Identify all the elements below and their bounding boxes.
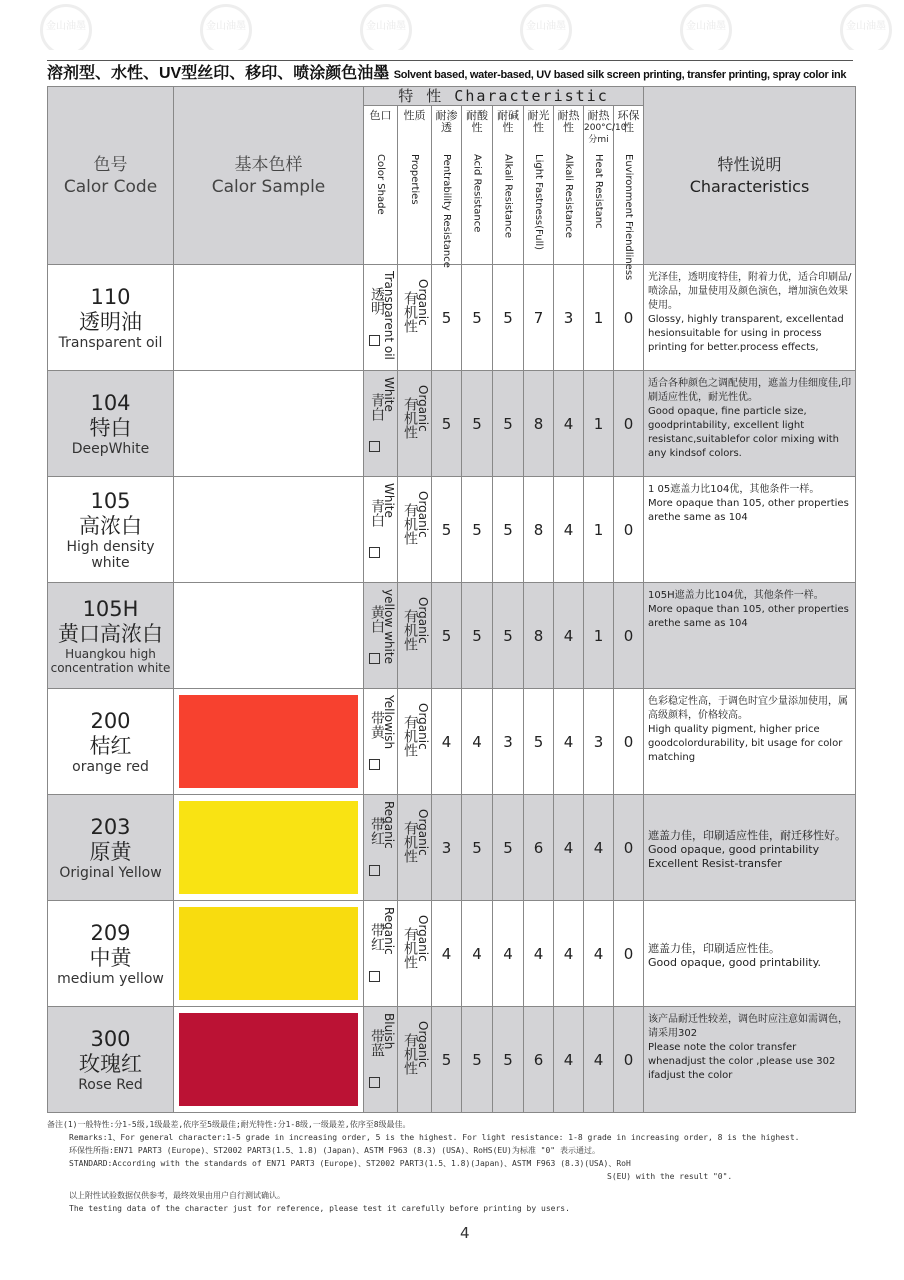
table-row	[48, 265, 856, 371]
color-code-cell	[48, 689, 174, 795]
rating-value: 5	[493, 477, 524, 583]
rating-value: 4	[554, 795, 584, 901]
header-col-heat-2: 耐热 200°C/10分mi Heat Resistanc	[584, 106, 614, 265]
description-zh: 遮盖力佳，印刷适应性佳。	[648, 941, 780, 955]
rating-value: 8	[524, 583, 554, 689]
rating-value: 4	[554, 689, 584, 795]
shade-zh: 带红	[369, 817, 385, 845]
header-char-en: Characteristics	[689, 176, 810, 196]
description-zh: 色彩稳定性高，于调色时宜少量添加使用，属高级颜料，价格较高。	[648, 696, 848, 721]
property-zh: 有机性	[402, 291, 418, 333]
color-code: 300	[90, 1026, 131, 1051]
rating-value: 5	[432, 583, 462, 689]
color-name-en: Original Yellow	[59, 864, 162, 881]
characteristic-description	[644, 371, 856, 477]
table-row	[48, 689, 856, 795]
rating-value: 5	[432, 265, 462, 371]
rating-value: 4	[554, 371, 584, 477]
table-body	[48, 265, 856, 1113]
table-row	[48, 371, 856, 477]
rating-value: 0	[614, 1007, 644, 1113]
header-col-properties: 性质 Properties	[398, 106, 432, 265]
watermark-strip	[0, 0, 904, 50]
color-name-zh: 原黄	[89, 839, 132, 864]
color-name-zh: 中黄	[89, 945, 132, 970]
shade-zh: 带蓝	[369, 1029, 385, 1057]
rating-value: 5	[432, 371, 462, 477]
properties-cell	[398, 583, 432, 689]
rating-value: 0	[614, 477, 644, 583]
rating-value: 3	[432, 795, 462, 901]
color-sample-cell	[174, 477, 364, 583]
color-shade-cell	[364, 583, 398, 689]
properties-cell	[398, 477, 432, 583]
rating-value: 4	[524, 901, 554, 1007]
rating-value: 4	[462, 901, 493, 1007]
color-code-cell	[48, 477, 174, 583]
header-characteristic-group: 特 性 Characteristic	[364, 87, 644, 106]
rating-value: 5	[493, 795, 524, 901]
remark-line: Remarks:1、For general character:1-5 grade in increasing order, 5 is the highest. For light resistance: 1-8 grade in increasing order, 8 is the highest.	[69, 1133, 800, 1142]
watermark-logo: 金山油墨	[840, 4, 892, 50]
header-color-sample	[174, 87, 364, 265]
remark-line: 备注(1)一般特性:分1-5级,1级最差,依序至5级最佳;耐光特性:分1-8级,一级最差,依序至8级最佳。	[47, 1120, 411, 1129]
shade-en: Bluish	[382, 1013, 396, 1050]
color-sample-cell	[174, 583, 364, 689]
color-shade-cell	[364, 689, 398, 795]
property-zh: 有机性	[402, 503, 418, 545]
rating-value: 0	[614, 795, 644, 901]
header-col-color-shade: 色口 Color Shade	[364, 106, 398, 265]
properties-cell	[398, 265, 432, 371]
characteristic-description	[644, 1007, 856, 1113]
rating-value: 5	[462, 795, 493, 901]
checkbox-icon	[369, 441, 380, 452]
color-shade-cell	[364, 371, 398, 477]
table-row	[48, 477, 856, 583]
color-sample-cell	[174, 371, 364, 477]
shade-en: Reganic	[382, 907, 396, 955]
remark-line: 以上附性试验数据仅供参考，最终效果由用户自行测试确认。	[69, 1191, 285, 1200]
description-en: Good opaque, good printability Excellent Resist-transfer	[648, 842, 820, 870]
color-swatch	[179, 907, 358, 1000]
property-en: Organic	[416, 703, 430, 750]
rating-value: 4	[493, 901, 524, 1007]
color-name-zh: 透明油	[79, 309, 142, 334]
characteristic-description	[644, 901, 856, 1007]
properties-cell	[398, 1007, 432, 1113]
rating-value: 3	[554, 265, 584, 371]
rating-value: 1	[584, 265, 614, 371]
header-sample-en: Calor Sample	[211, 176, 326, 197]
color-code-cell	[48, 901, 174, 1007]
checkbox-icon	[369, 335, 380, 346]
rating-value: 5	[462, 583, 493, 689]
rating-value: 6	[524, 1007, 554, 1113]
rating-value: 4	[462, 689, 493, 795]
rating-value: 5	[462, 265, 493, 371]
color-name-en: medium yellow	[57, 970, 164, 987]
rating-value: 7	[524, 265, 554, 371]
header-col-light: 耐光性 Light Fastness(Full)	[524, 106, 554, 265]
rating-value: 5	[493, 1007, 524, 1113]
header-code-zh: 色号	[93, 154, 128, 175]
characteristic-description	[644, 689, 856, 795]
table-row	[48, 795, 856, 901]
color-code-cell	[48, 265, 174, 371]
checkbox-icon	[369, 1077, 380, 1088]
header-code-en: Calor Code	[63, 176, 158, 197]
rating-value: 5	[493, 371, 524, 477]
description-zh: 1 05遮盖力比104优，其他条件一样。	[648, 484, 820, 495]
rating-value: 1	[584, 583, 614, 689]
rating-value: 3	[584, 689, 614, 795]
shade-zh: 带红	[369, 923, 385, 951]
description-zh: 105H遮盖力比104优，其他条件一样。	[648, 590, 824, 601]
description-en: Good opaque, fine particle size, goodprintability, excellent light resistanc,suitablefor color mixing with any kindsof colors.	[648, 406, 839, 459]
property-en: Organic	[416, 1021, 430, 1068]
color-sample-cell	[174, 901, 364, 1007]
color-code: 105H	[82, 596, 139, 621]
shade-en: Transparent oil	[382, 271, 396, 360]
color-shade-cell	[364, 795, 398, 901]
color-name-zh: 高浓白	[79, 513, 142, 538]
color-sample-cell	[174, 795, 364, 901]
rating-value: 8	[524, 371, 554, 477]
color-code-cell	[48, 583, 174, 689]
color-sample-cell	[174, 1007, 364, 1113]
color-code-cell	[48, 795, 174, 901]
property-en: Organic	[416, 491, 430, 538]
shade-zh: 透明	[369, 287, 385, 315]
rating-value: 4	[554, 901, 584, 1007]
color-name-en: Rose Red	[78, 1076, 143, 1093]
rating-value: 4	[584, 1007, 614, 1113]
rating-value: 4	[432, 901, 462, 1007]
rating-value: 1	[584, 371, 614, 477]
watermark-logo: 金山油墨	[40, 4, 92, 50]
description-en: High quality pigment, higher price goodcolordurability, bit usage for color matching	[648, 724, 843, 763]
property-en: Organic	[416, 385, 430, 432]
rating-value: 5	[462, 371, 493, 477]
color-swatch	[179, 801, 358, 894]
rating-value: 5	[493, 265, 524, 371]
table-row	[48, 1007, 856, 1113]
color-code: 105	[90, 488, 131, 513]
color-shade-cell	[364, 477, 398, 583]
title-en: Solvent based, water-based, UV based silk screen printing, transfer printing, spray color ink	[393, 69, 847, 81]
property-zh: 有机性	[402, 927, 418, 969]
color-shade-cell	[364, 901, 398, 1007]
rating-value: 4	[554, 477, 584, 583]
rating-value: 0	[614, 371, 644, 477]
header-char-zh: 特性说明	[717, 154, 782, 174]
page-title	[47, 60, 853, 88]
property-zh: 有机性	[402, 1033, 418, 1075]
rating-value: 5	[432, 477, 462, 583]
shade-zh: 带黄	[369, 711, 385, 739]
rating-value: 5	[493, 583, 524, 689]
watermark-logo: 金山油墨	[200, 4, 252, 50]
header-col-alkali: 耐碱性 Alkali Resistance	[493, 106, 524, 265]
property-en: Organic	[416, 279, 430, 326]
rating-value: 5	[524, 689, 554, 795]
table-row	[48, 901, 856, 1007]
color-name-zh: 黄口高浓白	[58, 621, 163, 646]
properties-cell	[398, 371, 432, 477]
color-sample-cell	[174, 689, 364, 795]
color-code-cell	[48, 371, 174, 477]
rating-value: 5	[432, 1007, 462, 1113]
color-table	[47, 86, 856, 1113]
rating-value: 5	[462, 477, 493, 583]
checkbox-icon	[369, 653, 380, 664]
watermark-logo: 金山油墨	[520, 4, 572, 50]
property-en: Organic	[416, 809, 430, 856]
checkbox-icon	[369, 759, 380, 770]
rating-value: 5	[462, 1007, 493, 1113]
property-zh: 有机性	[402, 821, 418, 863]
color-swatch	[179, 695, 358, 788]
color-swatch	[179, 1013, 358, 1106]
rating-value: 0	[614, 583, 644, 689]
property-en: Organic	[416, 597, 430, 644]
description-en: Please note the color transfer whenadjust the color ,please use 302 ifadjust the color	[648, 1042, 836, 1081]
header-col-heat-1: 耐热性 Alkali Resistance	[554, 106, 584, 265]
description-zh: 该产品耐迁性较差，调色时应注意如需调色，请采用302	[648, 1014, 848, 1039]
color-code: 200	[90, 708, 131, 733]
header-col-environment: 环保性 Euvironment Friendliness	[614, 106, 644, 265]
checkbox-icon	[369, 865, 380, 876]
header-color-code	[48, 87, 174, 265]
watermark-logo: 金山油墨	[360, 4, 412, 50]
shade-en: White	[382, 483, 396, 518]
description-en: More opaque than 105, other properties arethe same as 104	[648, 498, 849, 523]
description-en: More opaque than 105, other properties arethe same as 104	[648, 604, 849, 629]
rating-value: 0	[614, 901, 644, 1007]
header-col-penetration: 耐渗透 Pentrability Resistance	[432, 106, 462, 265]
title-zh: 溶剂型、水性、UV型丝印、移印、喷涂颜色油墨	[47, 65, 390, 82]
table-row	[48, 583, 856, 689]
checkbox-icon	[369, 971, 380, 982]
color-code-cell	[48, 1007, 174, 1113]
color-name-en: orange red	[72, 758, 149, 775]
color-name-en: DeepWhite	[71, 440, 150, 457]
remark-line: 环保性所指:EN71 PART3 (Europe)、ST2002 PART3(1.5、1.8) (Japan)、ASTM F963 (8.3) (USA)、RoHS(EU)为标准 "0" 表示通过。	[69, 1146, 600, 1155]
color-name-zh: 桔红	[89, 733, 132, 758]
rating-value: 4	[432, 689, 462, 795]
color-code: 110	[90, 284, 131, 309]
description-zh: 遮盖力佳，印刷适应性佳，耐迁移性好。	[648, 828, 846, 842]
color-name-zh: 玫瑰红	[79, 1051, 142, 1076]
color-code: 209	[90, 920, 131, 945]
property-zh: 有机性	[402, 715, 418, 757]
header-sample-zh: 基本色样	[234, 154, 303, 175]
rating-value: 3	[493, 689, 524, 795]
description-zh: 光泽佳，透明度特佳，附着力优，适合印刷品/喷涂品，加量使用及颜色演色，增加演色效果使用。	[648, 272, 852, 311]
page-number: 4	[460, 1224, 470, 1242]
remark-line: STANDARD:According with the standards of EN71 PART3 (Europe)、ST2002 PART3(1.5、1.8)(Japan)、ASTM F963 (8.3)(USA)、RoH	[69, 1159, 631, 1168]
color-code: 203	[90, 814, 131, 839]
header-col-acid: 耐酸性 Acid Resistance	[462, 106, 493, 265]
characteristic-description	[644, 477, 856, 583]
color-name-en: High density white	[66, 538, 155, 571]
property-zh: 有机性	[402, 397, 418, 439]
rating-value: 6	[524, 795, 554, 901]
rating-value: 0	[614, 265, 644, 371]
color-name-en: Transparent oil	[58, 334, 163, 351]
shade-en: White	[382, 377, 396, 412]
properties-cell	[398, 689, 432, 795]
rating-value: 1	[584, 477, 614, 583]
rating-value: 4	[554, 583, 584, 689]
remark-line: The testing data of the character just for reference, please test it carefully before printing by users.	[69, 1204, 570, 1213]
rating-value: 4	[554, 1007, 584, 1113]
description-zh: 适合各种颜色之调配使用，遮盖力佳细度佳,印刷适应性优，耐光性优。	[648, 378, 852, 403]
color-code: 104	[90, 390, 131, 415]
property-zh: 有机性	[402, 609, 418, 651]
checkbox-icon	[369, 547, 380, 558]
shade-en: Yellowish	[382, 695, 396, 750]
characteristic-description	[644, 265, 856, 371]
rating-value: 8	[524, 477, 554, 583]
description-en: Glossy, highly transparent, excellentad hesionsuitable for using in process printing for better.process effects,	[648, 314, 844, 353]
rating-value: 4	[584, 901, 614, 1007]
header-characteristics	[644, 87, 856, 265]
shade-zh: 黄白	[369, 605, 385, 633]
shade-en: yellow white	[382, 589, 396, 664]
remark-line: S(EU) with the result "0".	[607, 1172, 733, 1181]
rating-value: 0	[614, 689, 644, 795]
shade-zh: 青白	[369, 499, 385, 527]
rating-value: 4	[584, 795, 614, 901]
characteristic-description	[644, 795, 856, 901]
watermark-logo: 金山油墨	[680, 4, 732, 50]
color-shade-cell	[364, 265, 398, 371]
color-name-en: Huangkou high concentration white	[50, 646, 171, 675]
shade-zh: 青白	[369, 393, 385, 421]
properties-cell	[398, 795, 432, 901]
remarks	[47, 1118, 847, 1215]
properties-cell	[398, 901, 432, 1007]
shade-en: Reganic	[382, 801, 396, 849]
characteristic-description	[644, 583, 856, 689]
color-shade-cell	[364, 1007, 398, 1113]
description-en: Good opaque, good printability.	[648, 955, 822, 969]
property-en: Organic	[416, 915, 430, 962]
color-name-zh: 特白	[89, 415, 132, 440]
color-sample-cell	[174, 265, 364, 371]
